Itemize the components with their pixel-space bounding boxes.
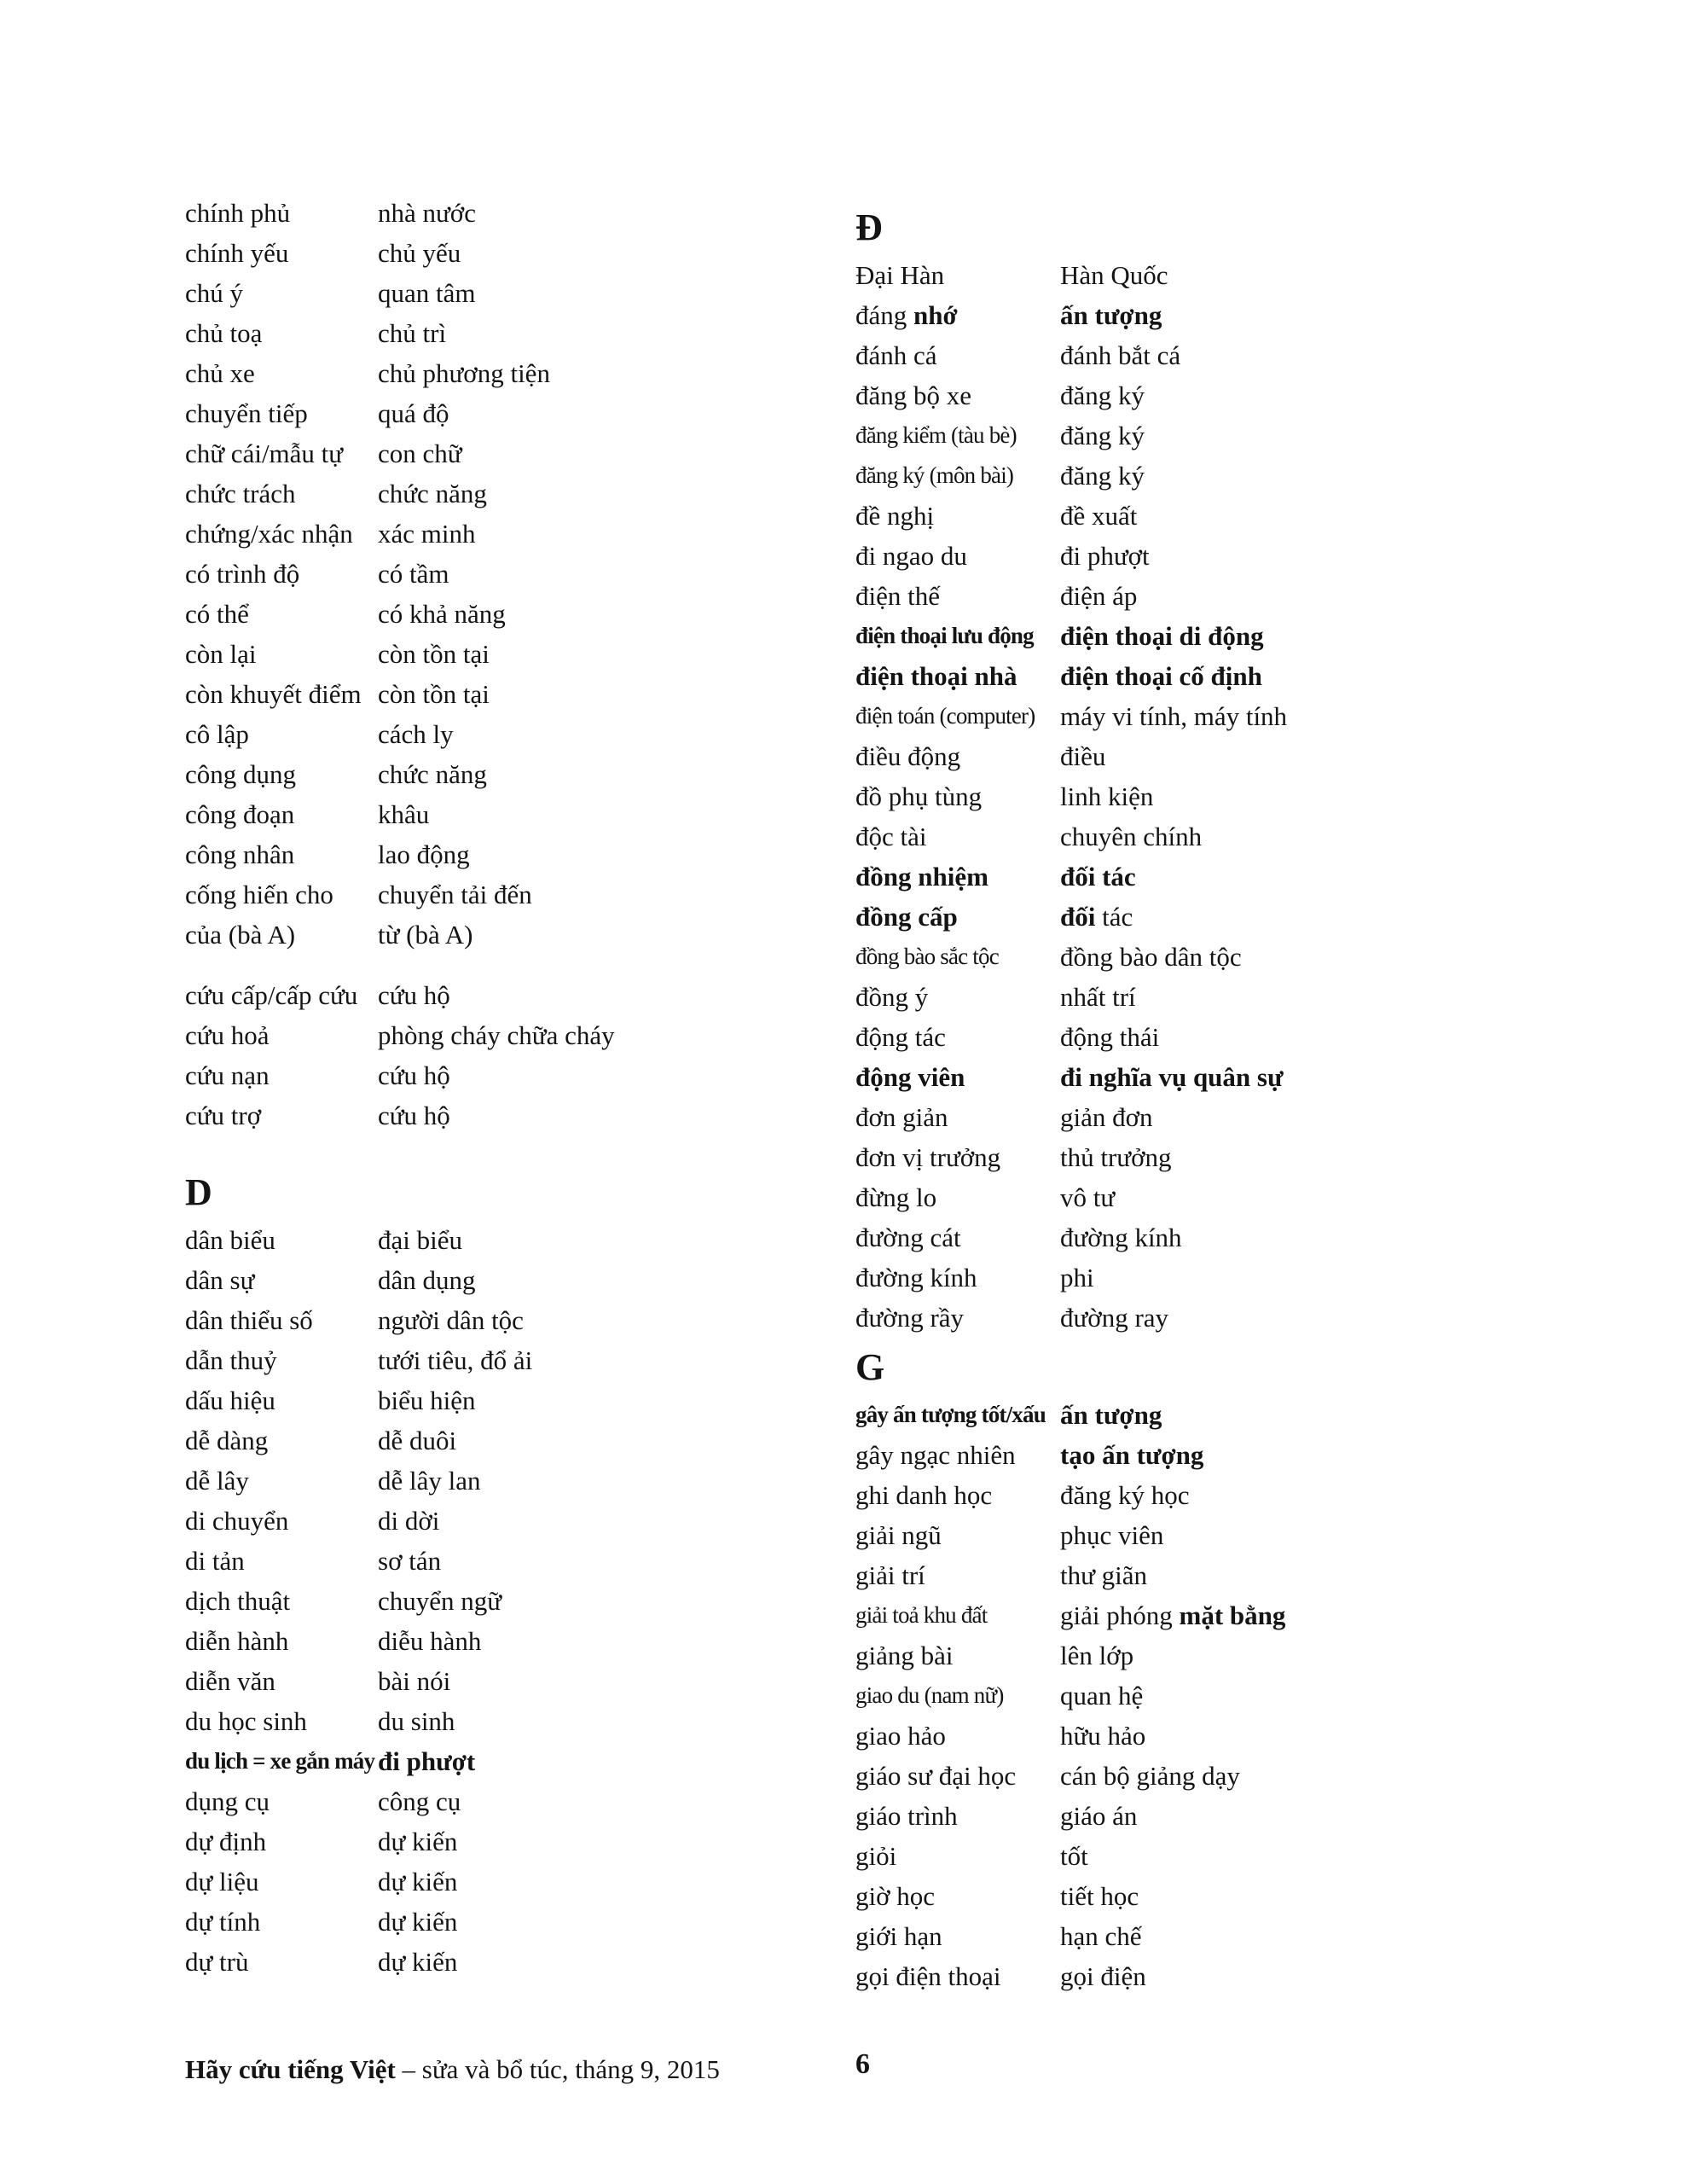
glossary-row: [855, 1395, 1687, 1435]
old-term: giáo trình: [855, 1801, 958, 1831]
glossary-row: [185, 433, 861, 473]
old-term: có thể: [185, 599, 249, 629]
left-column: [185, 193, 861, 1982]
old-term: chữ cái/mẫu tự: [185, 439, 344, 468]
glossary-row: [855, 1676, 1687, 1716]
word-group: [185, 193, 861, 955]
old-term: chức trách: [185, 479, 296, 508]
old-term: chính yếu: [185, 238, 289, 268]
suggested-term: tạo ấn tượng: [1060, 1440, 1204, 1470]
glossary-row: [185, 393, 861, 433]
suggested-term: điều: [1060, 741, 1106, 771]
glossary-row: [855, 496, 1687, 536]
section-heading-đ: Đ: [855, 206, 883, 248]
suggested-term: có tầm: [378, 559, 449, 589]
suggested-term: vô tư: [1060, 1182, 1116, 1212]
word-group: [185, 1170, 861, 1982]
old-term: động tác: [855, 1022, 946, 1052]
suggested-term: công cụ: [378, 1786, 461, 1816]
glossary-row: [185, 193, 861, 233]
old-term: chính phủ: [185, 198, 291, 228]
glossary-row: [855, 1836, 1687, 1876]
old-term: dụng cụ: [185, 1786, 270, 1816]
old-term: diễn văn: [185, 1666, 275, 1696]
old-term: đơn giản: [855, 1102, 948, 1132]
suggested-term: đồng bào dân tộc: [1060, 942, 1242, 972]
footer-book-title: Hãy cứu tiếng Việt: [185, 2054, 396, 2084]
glossary-row: [185, 874, 861, 915]
glossary-row: [185, 1095, 861, 1136]
footer-subtitle: – sửa và bổ túc, tháng 9, 2015: [395, 2054, 720, 2084]
glossary-row: [855, 776, 1687, 816]
glossary-row: [185, 1055, 861, 1095]
glossary-row: [855, 1635, 1687, 1676]
suggested-term: chuyên chính: [1060, 822, 1203, 851]
suggested-term: cách ly: [378, 719, 454, 749]
old-term: đường cát: [855, 1223, 961, 1252]
glossary-row: [855, 1916, 1687, 1956]
old-term: cứu trợ: [185, 1101, 262, 1130]
suggested-term: chủ phương tiện: [378, 358, 550, 388]
suggested-term: thủ trưởng: [1060, 1142, 1172, 1172]
glossary-row: [185, 594, 861, 634]
old-term: dễ dàng: [185, 1426, 269, 1455]
suggested-term: tốt: [1060, 1841, 1088, 1871]
suggested-term: lao động: [378, 839, 470, 869]
glossary-row: [185, 554, 861, 594]
suggested-term: chức năng: [378, 479, 487, 508]
glossary-row: [855, 1057, 1687, 1097]
section-heading-g: G: [855, 1346, 885, 1388]
old-term: gây ấn tượng tốt/xấu: [855, 1402, 1046, 1427]
glossary-row: [855, 1796, 1687, 1836]
old-term: chứng/xác nhận: [185, 519, 353, 549]
suggested-term: điện thoại di động: [1060, 621, 1264, 651]
glossary-row: [855, 616, 1687, 656]
old-term: điện toán (computer): [855, 703, 1035, 729]
old-term: giải toả khu đất: [855, 1602, 988, 1628]
glossary-row: [185, 1741, 861, 1781]
suggested-term: máy vi tính, máy tính: [1060, 701, 1288, 731]
glossary-row: [855, 937, 1687, 977]
old-term: đăng kiểm (tàu bè): [855, 422, 1017, 448]
suggested-term: Hàn Quốc: [1060, 260, 1168, 290]
glossary-row: [185, 1340, 861, 1380]
glossary-row: [855, 335, 1687, 375]
glossary-row: [855, 255, 1687, 295]
suggested-term: hạn chế: [1060, 1921, 1142, 1951]
old-term: dịch thuật: [185, 1586, 291, 1616]
glossary-row: [855, 576, 1687, 616]
glossary-row: [185, 233, 861, 273]
old-term: dễ lây: [185, 1466, 249, 1496]
suggested-term: giáo án: [1060, 1801, 1138, 1831]
old-term: du lịch = xe gắn máy: [185, 1748, 375, 1774]
old-term: điện thế: [855, 581, 940, 611]
suggested-term: phi: [1060, 1263, 1094, 1292]
suggested-term: đăng ký: [1060, 421, 1145, 450]
old-term: đề nghị: [855, 501, 935, 531]
suggested-term: chuyển tải đến: [378, 880, 532, 909]
glossary-row: [855, 1217, 1687, 1258]
suggested-term: du sinh: [378, 1706, 455, 1736]
old-term: đăng ký (môn bài): [855, 462, 1014, 488]
suggested-term: cứu hộ: [378, 1101, 450, 1130]
suggested-term: dự kiến: [378, 1827, 458, 1856]
suggested-term: sơ tán: [378, 1546, 442, 1576]
suggested-term: đăng ký học: [1060, 1480, 1190, 1510]
right-column: [855, 205, 1687, 1996]
suggested-term: diễu hành: [378, 1626, 482, 1656]
glossary-row: [185, 1581, 861, 1621]
glossary-row: [855, 1956, 1687, 1996]
old-term: giảng bài: [855, 1641, 954, 1670]
suggested-term: dễ lây lan: [378, 1466, 481, 1496]
glossary-row: [855, 1097, 1687, 1137]
suggested-term: khâu: [378, 799, 430, 829]
glossary-row: [185, 714, 861, 754]
suggested-term: cứu hộ: [378, 1060, 450, 1090]
old-term: có trình độ: [185, 559, 300, 589]
old-term: chuyển tiếp: [185, 398, 308, 428]
glossary-row: [855, 1716, 1687, 1756]
word-group: [185, 975, 861, 1136]
glossary-row: [185, 1821, 861, 1862]
glossary-row: [855, 897, 1687, 937]
suggested-term: chuyển ngữ: [378, 1586, 502, 1616]
glossary-row: [855, 816, 1687, 857]
glossary-row: [185, 1420, 861, 1461]
old-term: giải ngũ: [855, 1520, 942, 1550]
old-term: giao du (nam nữ): [855, 1682, 1004, 1708]
suggested-term: đánh bắt cá: [1060, 340, 1181, 370]
old-term: dân biểu: [185, 1225, 275, 1255]
glossary-row: [185, 1300, 861, 1340]
glossary-row: [855, 857, 1687, 897]
suggested-term: giải phóng mặt bằng: [1060, 1600, 1286, 1630]
glossary-row: [185, 1781, 861, 1821]
old-term: giờ học: [855, 1881, 936, 1911]
old-term: di chuyển: [185, 1506, 289, 1536]
old-term: đi ngao du: [855, 541, 967, 571]
suggested-term: phòng cháy chữa cháy: [378, 1020, 615, 1050]
glossary-row: [185, 1220, 861, 1260]
glossary-row: [855, 696, 1687, 736]
suggested-term: điện thoại cố định: [1060, 661, 1262, 691]
glossary-row: [185, 1902, 861, 1942]
old-term: đồng cấp: [855, 902, 958, 932]
old-term: du học sinh: [185, 1706, 307, 1736]
suggested-term: tiết học: [1060, 1881, 1139, 1911]
suggested-term: quá độ: [378, 398, 449, 428]
suggested-term: có khả năng: [378, 599, 506, 629]
page-footer: [185, 2053, 720, 2087]
suggested-term: nhà nước: [378, 198, 476, 228]
glossary-row: [855, 1177, 1687, 1217]
old-term: còn khuyết điểm: [185, 679, 362, 709]
old-term: gây ngạc nhiên: [855, 1440, 1016, 1470]
glossary-row: [185, 674, 861, 714]
suggested-term: đối tác: [1060, 862, 1136, 892]
old-term: đánh cá: [855, 340, 937, 370]
glossary-row: [185, 473, 861, 514]
suggested-term: dân dụng: [378, 1265, 476, 1295]
suggested-term: còn tồn tại: [378, 679, 490, 709]
glossary-row: [855, 1876, 1687, 1916]
glossary-row: [185, 353, 861, 393]
old-term: đồ phụ tùng: [855, 781, 983, 811]
suggested-term: đối tác: [1060, 902, 1133, 932]
old-term: chú ý: [185, 278, 244, 308]
suggested-term: cán bộ giảng dạy: [1060, 1761, 1240, 1791]
suggested-term: dự kiến: [378, 1867, 458, 1896]
suggested-term: ấn tượng: [1060, 300, 1162, 330]
old-term: độc tài: [855, 822, 927, 851]
suggested-term: đi nghĩa vụ quân sự: [1060, 1062, 1284, 1092]
old-term: công dụng: [185, 759, 297, 789]
old-term: giáo sư đại học: [855, 1761, 1017, 1791]
suggested-term: thư giãn: [1060, 1560, 1148, 1590]
suggested-term: di dời: [378, 1506, 440, 1536]
suggested-term: đăng ký: [1060, 461, 1145, 491]
glossary-row: [855, 536, 1687, 576]
old-term: cứu hoả: [185, 1020, 270, 1050]
suggested-term: quan tâm: [378, 278, 476, 308]
glossary-row: [855, 1017, 1687, 1057]
old-term: đồng nhiệm: [855, 862, 988, 892]
glossary-row: [185, 915, 861, 955]
old-term: đừng lo: [855, 1182, 937, 1212]
suggested-term: điện áp: [1060, 581, 1138, 611]
glossary-row: [855, 1298, 1687, 1338]
suggested-term: nhất trí: [1060, 982, 1136, 1012]
suggested-term: động thái: [1060, 1022, 1160, 1052]
glossary-row: [185, 1260, 861, 1300]
old-term: điện thoại lưu động: [855, 623, 1034, 648]
suggested-term: quan hệ: [1060, 1681, 1144, 1711]
suggested-term: ấn tượng: [1060, 1400, 1162, 1430]
glossary-row: [855, 1475, 1687, 1515]
old-term: dự định: [185, 1827, 267, 1856]
old-term: đường kính: [855, 1263, 977, 1292]
old-term: diễn hành: [185, 1626, 289, 1656]
glossary-row: [185, 1701, 861, 1741]
glossary-row: [855, 1137, 1687, 1177]
old-term: công nhân: [185, 839, 295, 869]
suggested-term: dự kiến: [378, 1947, 458, 1977]
glossary-row: [855, 375, 1687, 415]
glossary-row: [855, 1435, 1687, 1475]
old-term: gọi điện thoại: [855, 1961, 1001, 1991]
glossary-row: [185, 975, 861, 1015]
glossary-row: [855, 656, 1687, 696]
glossary-row: [185, 1015, 861, 1055]
old-term: cống hiến cho: [185, 880, 333, 909]
old-term: động viên: [855, 1062, 965, 1092]
old-term: dự trù: [185, 1947, 249, 1977]
old-term: đăng bộ xe: [855, 380, 972, 410]
old-term: ghi danh học: [855, 1480, 993, 1510]
old-term: dự liệu: [185, 1867, 259, 1896]
suggested-term: chức năng: [378, 759, 487, 789]
glossary-row: [185, 634, 861, 674]
suggested-term: cứu hộ: [378, 980, 450, 1010]
glossary-row: [185, 1501, 861, 1541]
old-term: giao hảo: [855, 1721, 946, 1751]
suggested-term: còn tồn tại: [378, 639, 490, 669]
old-term: giới hạn: [855, 1921, 942, 1951]
suggested-term: đường kính: [1060, 1223, 1182, 1252]
suggested-term: tưới tiêu, đổ ải: [378, 1345, 533, 1375]
suggested-term: xác minh: [378, 519, 476, 549]
suggested-term: đi phượt: [378, 1746, 476, 1776]
old-term: dân thiểu số: [185, 1305, 313, 1335]
glossary-row: [185, 1541, 861, 1581]
old-term: của (bà A): [185, 920, 296, 950]
glossary-row: [185, 754, 861, 794]
suggested-term: con chữ: [378, 439, 462, 468]
suggested-term: biểu hiện: [378, 1385, 476, 1415]
old-term: đơn vị trưởng: [855, 1142, 1001, 1172]
suggested-term: đăng ký: [1060, 380, 1145, 410]
old-term: cứu nạn: [185, 1060, 270, 1090]
old-term: dân sự: [185, 1265, 255, 1295]
glossary-row: [855, 1756, 1687, 1796]
glossary-row: [185, 1380, 861, 1420]
suggested-term: đại biểu: [378, 1225, 462, 1255]
glossary-row: [855, 1595, 1687, 1635]
old-term: Đại Hàn: [855, 260, 945, 290]
glossary-row: [185, 794, 861, 834]
glossary-row: [855, 415, 1687, 456]
old-term: giải trí: [855, 1560, 925, 1590]
glossary-row: [185, 1942, 861, 1982]
glossary-row: [855, 736, 1687, 776]
glossary-row: [855, 1258, 1687, 1298]
glossary-row: [855, 977, 1687, 1017]
suggested-term: dễ duôi: [378, 1426, 457, 1455]
old-term: chủ xe: [185, 358, 255, 388]
suggested-term: gọi điện: [1060, 1961, 1146, 1991]
word-group: [855, 205, 1687, 1338]
old-term: điện thoại nhà: [855, 661, 1017, 691]
glossary-row: [185, 834, 861, 874]
suggested-term: đi phượt: [1060, 541, 1150, 571]
old-term: công đoạn: [185, 799, 295, 829]
old-term: cô lập: [185, 719, 249, 749]
suggested-term: linh kiện: [1060, 781, 1154, 811]
suggested-term: đường ray: [1060, 1303, 1169, 1333]
suggested-term: phục viên: [1060, 1520, 1164, 1550]
old-term: đường rầy: [855, 1303, 965, 1333]
suggested-term: lên lớp: [1060, 1641, 1134, 1670]
suggested-term: người dân tộc: [378, 1305, 524, 1335]
section-heading-d: D: [185, 1171, 212, 1213]
suggested-term: đề xuất: [1060, 501, 1138, 531]
old-term: chủ toạ: [185, 318, 263, 348]
glossary-row: [185, 1661, 861, 1701]
suggested-term: chủ trì: [378, 318, 447, 348]
suggested-term: giản đơn: [1060, 1102, 1153, 1132]
old-term: còn lại: [185, 639, 257, 669]
old-term: giỏi: [855, 1841, 897, 1871]
suggested-term: bài nói: [378, 1666, 451, 1696]
old-term: điều động: [855, 741, 961, 771]
glossary-row: [855, 1555, 1687, 1595]
page-number: 6: [855, 2048, 870, 2080]
suggested-term: chủ yếu: [378, 238, 461, 268]
old-term: dấu hiệu: [185, 1385, 275, 1415]
glossary-row: [185, 1862, 861, 1902]
old-term: đáng nhớ: [855, 300, 958, 330]
word-group: [855, 1345, 1687, 1996]
suggested-term: dự kiến: [378, 1907, 458, 1937]
glossary-row: [855, 295, 1687, 335]
suggested-term: từ (bà A): [378, 920, 473, 950]
glossary-row: [185, 313, 861, 353]
old-term: đồng bào sắc tộc: [855, 944, 999, 969]
glossary-row: [855, 456, 1687, 496]
glossary-row: [185, 1461, 861, 1501]
old-term: di tản: [185, 1546, 245, 1576]
old-term: đồng ý: [855, 982, 929, 1012]
old-term: dự tính: [185, 1907, 261, 1937]
glossary-row: [855, 1515, 1687, 1555]
old-term: dẫn thuỷ: [185, 1345, 277, 1375]
glossary-row: [185, 514, 861, 554]
glossary-row: [185, 1621, 861, 1661]
suggested-term: hữu hảo: [1060, 1721, 1146, 1751]
glossary-row: [185, 273, 861, 313]
old-term: cứu cấp/cấp cứu: [185, 980, 358, 1010]
